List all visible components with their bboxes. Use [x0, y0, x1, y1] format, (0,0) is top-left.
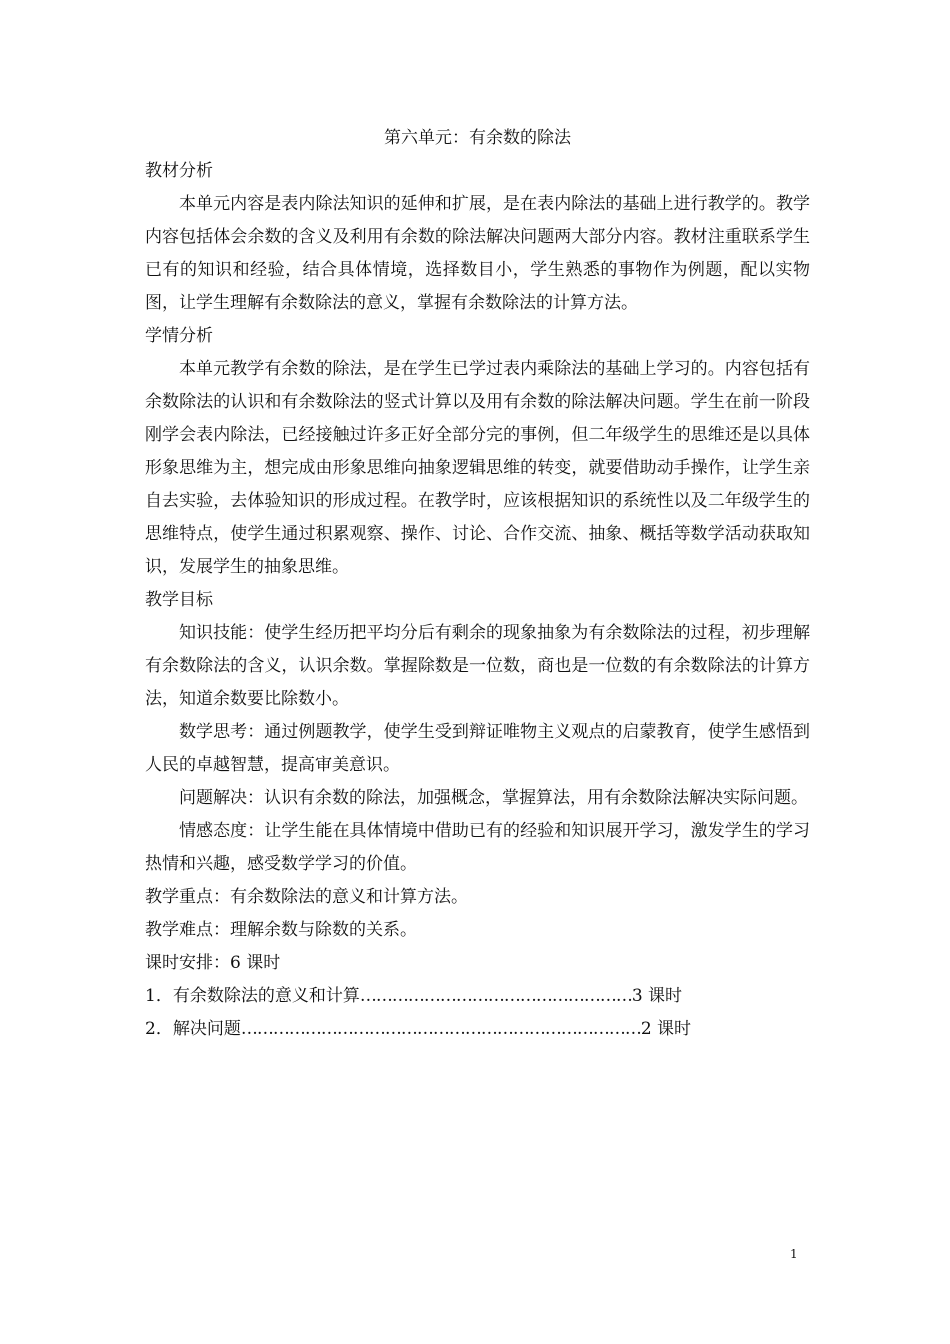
dot-leader: …………………………………………………………………	[240, 1019, 641, 1039]
section-heading-material: 教材分析	[145, 161, 213, 181]
schedule-item	[145, 980, 810, 1013]
schedule-item-label: 2．解决问题	[145, 1019, 241, 1039]
material-paragraph: 本单元内容是表内除法知识的延伸和扩展，是在表内除法的基础上进行教学的。教学内容包括体会余数的含义及利用有余数的除法解决问题两大部分内容。教材注重联系学生已有的知识和经验，结合具体情境，选择数目小，学生熟悉的事物作为例题，配以实物图，让学生理解有余数除法的意义，掌握有余数除法的计算方法。	[145, 194, 810, 313]
section-heading-students: 学情分析	[145, 326, 213, 346]
goal-attitude-paragraph: 情感态度：让学生能在具体情境中借助已有的经验和知识展开学习，激发学生的学习热情和兴趣，感受数学学习的价值。	[145, 821, 810, 874]
schedule-item-value: 3 课时	[631, 986, 683, 1006]
dot-leader: ……………………………………………	[359, 986, 632, 1006]
page-content	[145, 122, 810, 1046]
key-point-line: 教学重点：有余数除法的意义和计算方法。	[145, 887, 468, 907]
goal-thinking-paragraph: 数学思考：通过例题教学，使学生受到辩证唯物主义观点的启蒙教育，使学生感悟到人民的卓越智慧，提高审美意识。	[145, 722, 810, 775]
schedule-item	[145, 1013, 810, 1046]
schedule-label: 课时安排：6 课时	[145, 953, 281, 973]
section-heading-goals: 教学目标	[145, 590, 213, 610]
goal-problem-solving-paragraph: 问题解决：认识有余数的除法，加强概念，掌握算法，用有余数除法解决实际问题。	[179, 788, 808, 808]
document-title: 第六单元：有余数的除法	[384, 128, 571, 148]
students-paragraph: 本单元教学有余数的除法，是在学生已学过表内乘除法的基础上学习的。内容包括有余数除法的认识和有余数除法的竖式计算以及用有余数的除法解决问题。学生在前一阶段刚学会表内除法，已经接触过许多正好全部分完的事例，但二年级学生的思维还是以具体形象思维为主，想完成由形象思维向抽象逻辑思维的转变，就要借助动手操作，让学生亲自去实验，去体验知识的形成过程。在教学时，应该根据知识的系统性以及二年级学生的思维特点，使学生通过积累观察、操作、讨论、合作交流、抽象、概括等数学活动获取知识，发展学生的抽象思维。	[145, 359, 810, 577]
schedule-item-label: 1．有余数除法的意义和计算	[145, 986, 360, 1006]
goal-knowledge-paragraph: 知识技能：使学生经历把平均分后有剩余的现象抽象为有余数除法的过程，初步理解有余数除法的含义，认识余数。掌握除数是一位数，商也是一位数的有余数除法的计算方法，知道余数要比除数小。	[145, 623, 810, 709]
difficulty-line: 教学难点：理解余数与除数的关系。	[145, 920, 417, 940]
schedule-item-value: 2 课时	[640, 1019, 692, 1039]
page-number: 1	[790, 1247, 798, 1261]
